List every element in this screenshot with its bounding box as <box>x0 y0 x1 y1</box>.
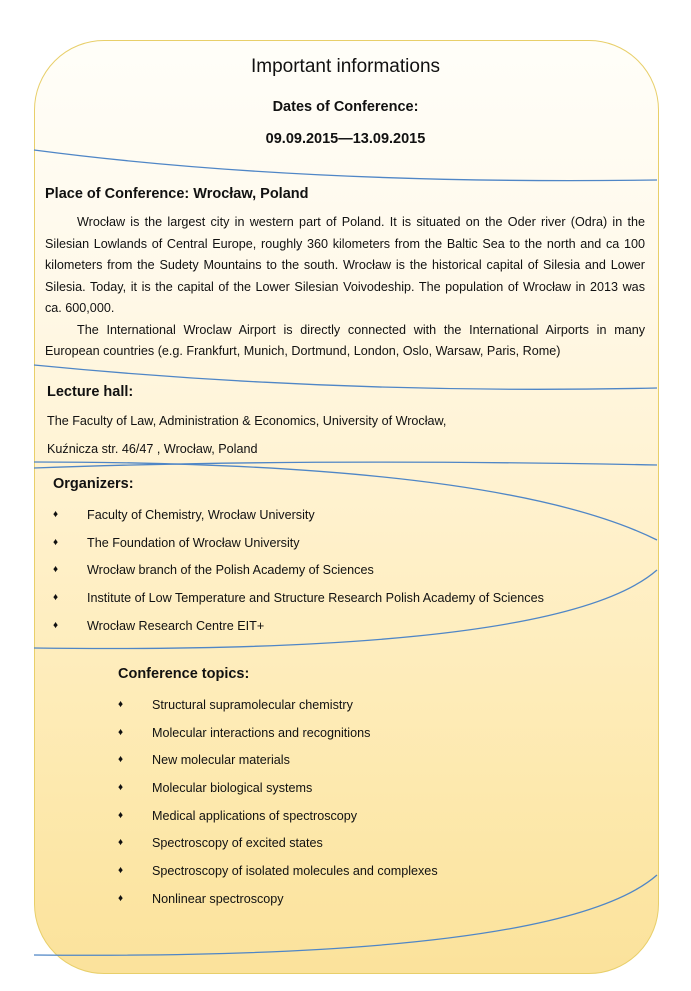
bullet-icon: ♦ <box>53 592 59 604</box>
list-item: ♦ Spectroscopy of isolated molecules and complexes <box>118 864 438 879</box>
bullet-icon: ♦ <box>53 619 59 631</box>
dates-heading: Dates of Conference: <box>272 99 419 115</box>
list-item: ♦ Wrocław Research Centre EIT+ <box>53 618 265 633</box>
bullet-icon: ♦ <box>118 699 124 710</box>
topics-heading: Conference topics: <box>118 666 250 682</box>
topics-list <box>118 697 638 919</box>
lecture-hall-line1: The Faculty of Law, Administration & Economics, University of Wrocław, <box>47 414 447 428</box>
page-title: Important informations <box>250 56 441 77</box>
organizers-heading: Organizers: <box>53 476 134 492</box>
list-item: ♦ Faculty of Chemistry, Wrocław University <box>53 508 315 522</box>
list-item: ♦ Spectroscopy of excited states <box>118 836 323 851</box>
airport-paragraph: The International Wroclaw Airport is directly connected with the International Airports in many European countries (e.g. Frankfurt, Munich, Dortmund, London, Oslo, Warsaw, Paris, Rome) <box>45 322 645 358</box>
bullet-icon: ♦ <box>118 809 124 821</box>
bullet-icon: ♦ <box>118 892 124 904</box>
place-paragraph: Wrocław is the largest city in western part of Poland. It is situated on the Oder river (Odra) in the Silesian Lowlands of Central Europe, roughly 360 kilometers from the Baltic Sea to the north and ca 100 kilometers from the Sudety Mountains to the south. Wrocław is the historical capital of Silesia and Lower Silesia. Today, it is the capital of the Lower Silesian Voivodeship. The population of Wrocław in 2013 was ca. 600,000. <box>45 215 645 315</box>
place-heading: Place of Conference: Wrocław, Poland <box>45 186 309 202</box>
list-item: ♦ New molecular materials <box>118 753 290 768</box>
lecture-hall-heading: Lecture hall: <box>47 384 134 400</box>
list-item: ♦ Institute of Low Temperature and Structure Research Polish Academy of Sciences <box>53 591 544 606</box>
list-item: ♦ Nonlinear spectroscopy <box>118 891 284 906</box>
list-item: ♦ Wrocław branch of the Polish Academy of Sciences <box>53 563 374 578</box>
place-description <box>45 212 645 363</box>
list-item: ♦ Molecular interactions and recognitions <box>118 725 371 740</box>
lecture-hall-line2: Kuźnicza str. 46/47 , Wrocław, Poland <box>47 442 258 456</box>
bullet-icon: ♦ <box>53 536 59 548</box>
bullet-icon: ♦ <box>118 865 124 877</box>
bullet-icon: ♦ <box>53 509 59 520</box>
dates-value: 09.09.2015—13.09.2015 <box>265 131 426 147</box>
bullet-icon: ♦ <box>118 837 124 849</box>
list-item: ♦ The Foundation of Wrocław University <box>53 535 300 550</box>
bullet-icon: ♦ <box>53 564 59 576</box>
list-item: ♦ Structural supramolecular chemistry <box>118 698 353 712</box>
bullet-icon: ♦ <box>118 754 124 766</box>
list-item: ♦ Medical applications of spectroscopy <box>118 808 358 823</box>
organizers-list <box>53 507 643 645</box>
list-item: ♦ Molecular biological systems <box>118 781 313 796</box>
bullet-icon: ♦ <box>118 726 124 738</box>
bullet-icon: ♦ <box>118 782 124 794</box>
